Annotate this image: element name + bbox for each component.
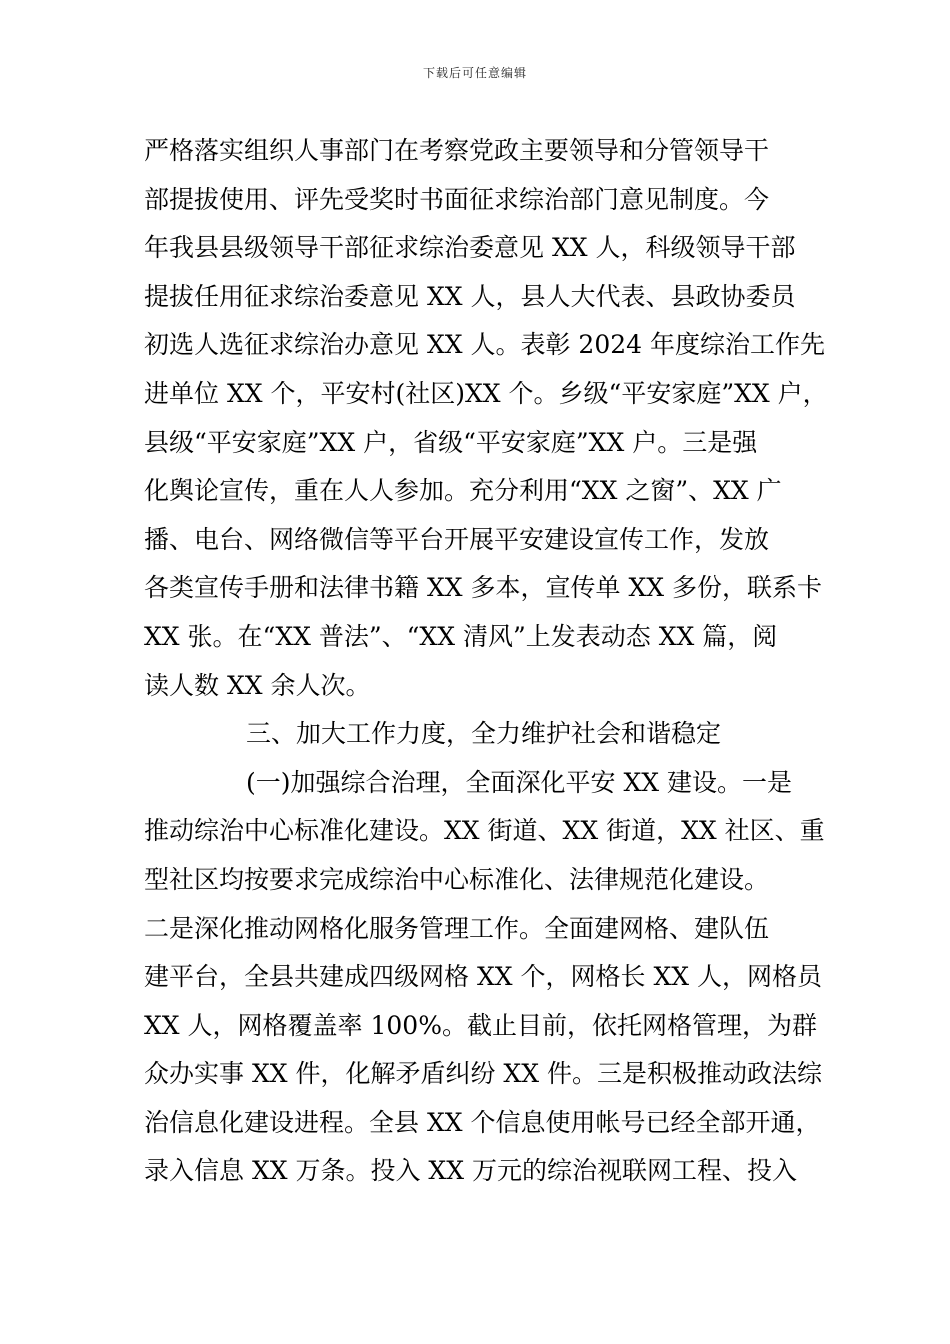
- section-heading: 三、加大工作力度，全力维护社会和谐稳定: [246, 719, 722, 749]
- text-line: 治信息化建设进程。全县 XX 个信息使用帐号已经全部开通，: [144, 1107, 821, 1137]
- text-line: 部提拔使用、评先受奖时书面征求综治部门意见制度。今: [144, 184, 770, 214]
- text-line: 二是深化推动网格化服务管理工作。全面建网格、建队伍: [144, 913, 770, 943]
- text-line: XX 人，网格覆盖率 100%。截止目前，依托网格管理，为群: [144, 1010, 817, 1040]
- subsection-heading: (一)加强综合治理，全面深化平安 XX 建设。一是: [246, 767, 792, 797]
- text-line: XX 张。在“XX 普法”、“XX 清风”上发表动态 XX 篇，阅: [144, 621, 778, 651]
- text-line: 播、电台、网络微信等平台开展平安建设宣传工作，发放: [144, 524, 770, 554]
- text-line: 化舆论宣传，重在人人参加。充分利用“XX 之窗”、XX 广: [144, 476, 782, 506]
- text-line: 年我县县级领导干部征求综治委意见 XX 人，科级领导干部: [144, 233, 796, 263]
- page-header-note: 下载后可任意编辑: [422, 66, 527, 80]
- text-line: 初选人选征求综治办意见 XX 人。表彰 2024 年度综治工作先: [144, 330, 826, 360]
- document-body: [144, 127, 828, 1196]
- text-line: 型社区均按要求完成综治中心标准化、法律规范化建设。: [144, 864, 770, 894]
- text-line: 各类宣传手册和法律书籍 XX 多本，宣传单 XX 多份，联系卡: [144, 573, 822, 603]
- text-line: 建平台，全县共建成四级网格 XX 个，网格长 XX 人，网格员: [144, 962, 822, 992]
- text-line: 录入信息 XX 万条。投入 XX 万元的综治视联网工程、投入: [144, 1156, 797, 1186]
- text-line: 严格落实组织人事部门在考察党政主要领导和分管领导干: [144, 136, 770, 165]
- text-line: 进单位 XX 个，平安村(社区)XX 个。乡级“平安家庭”XX 户，: [144, 378, 828, 408]
- text-line: 推动综治中心标准化建设。XX 街道、XX 街道，XX 社区、重: [144, 816, 825, 846]
- text-line: 县级“平安家庭”XX 户，省级“平安家庭”XX 户。三是强: [144, 427, 758, 457]
- text-line: 众办实事 XX 件，化解矛盾纠纷 XX 件。三是积极推动政法综: [144, 1059, 822, 1089]
- text-line: 读人数 XX 余人次。: [144, 670, 371, 700]
- text-line: 提拔任用征求综治委意见 XX 人，县人大代表、县政协委员: [144, 281, 796, 311]
